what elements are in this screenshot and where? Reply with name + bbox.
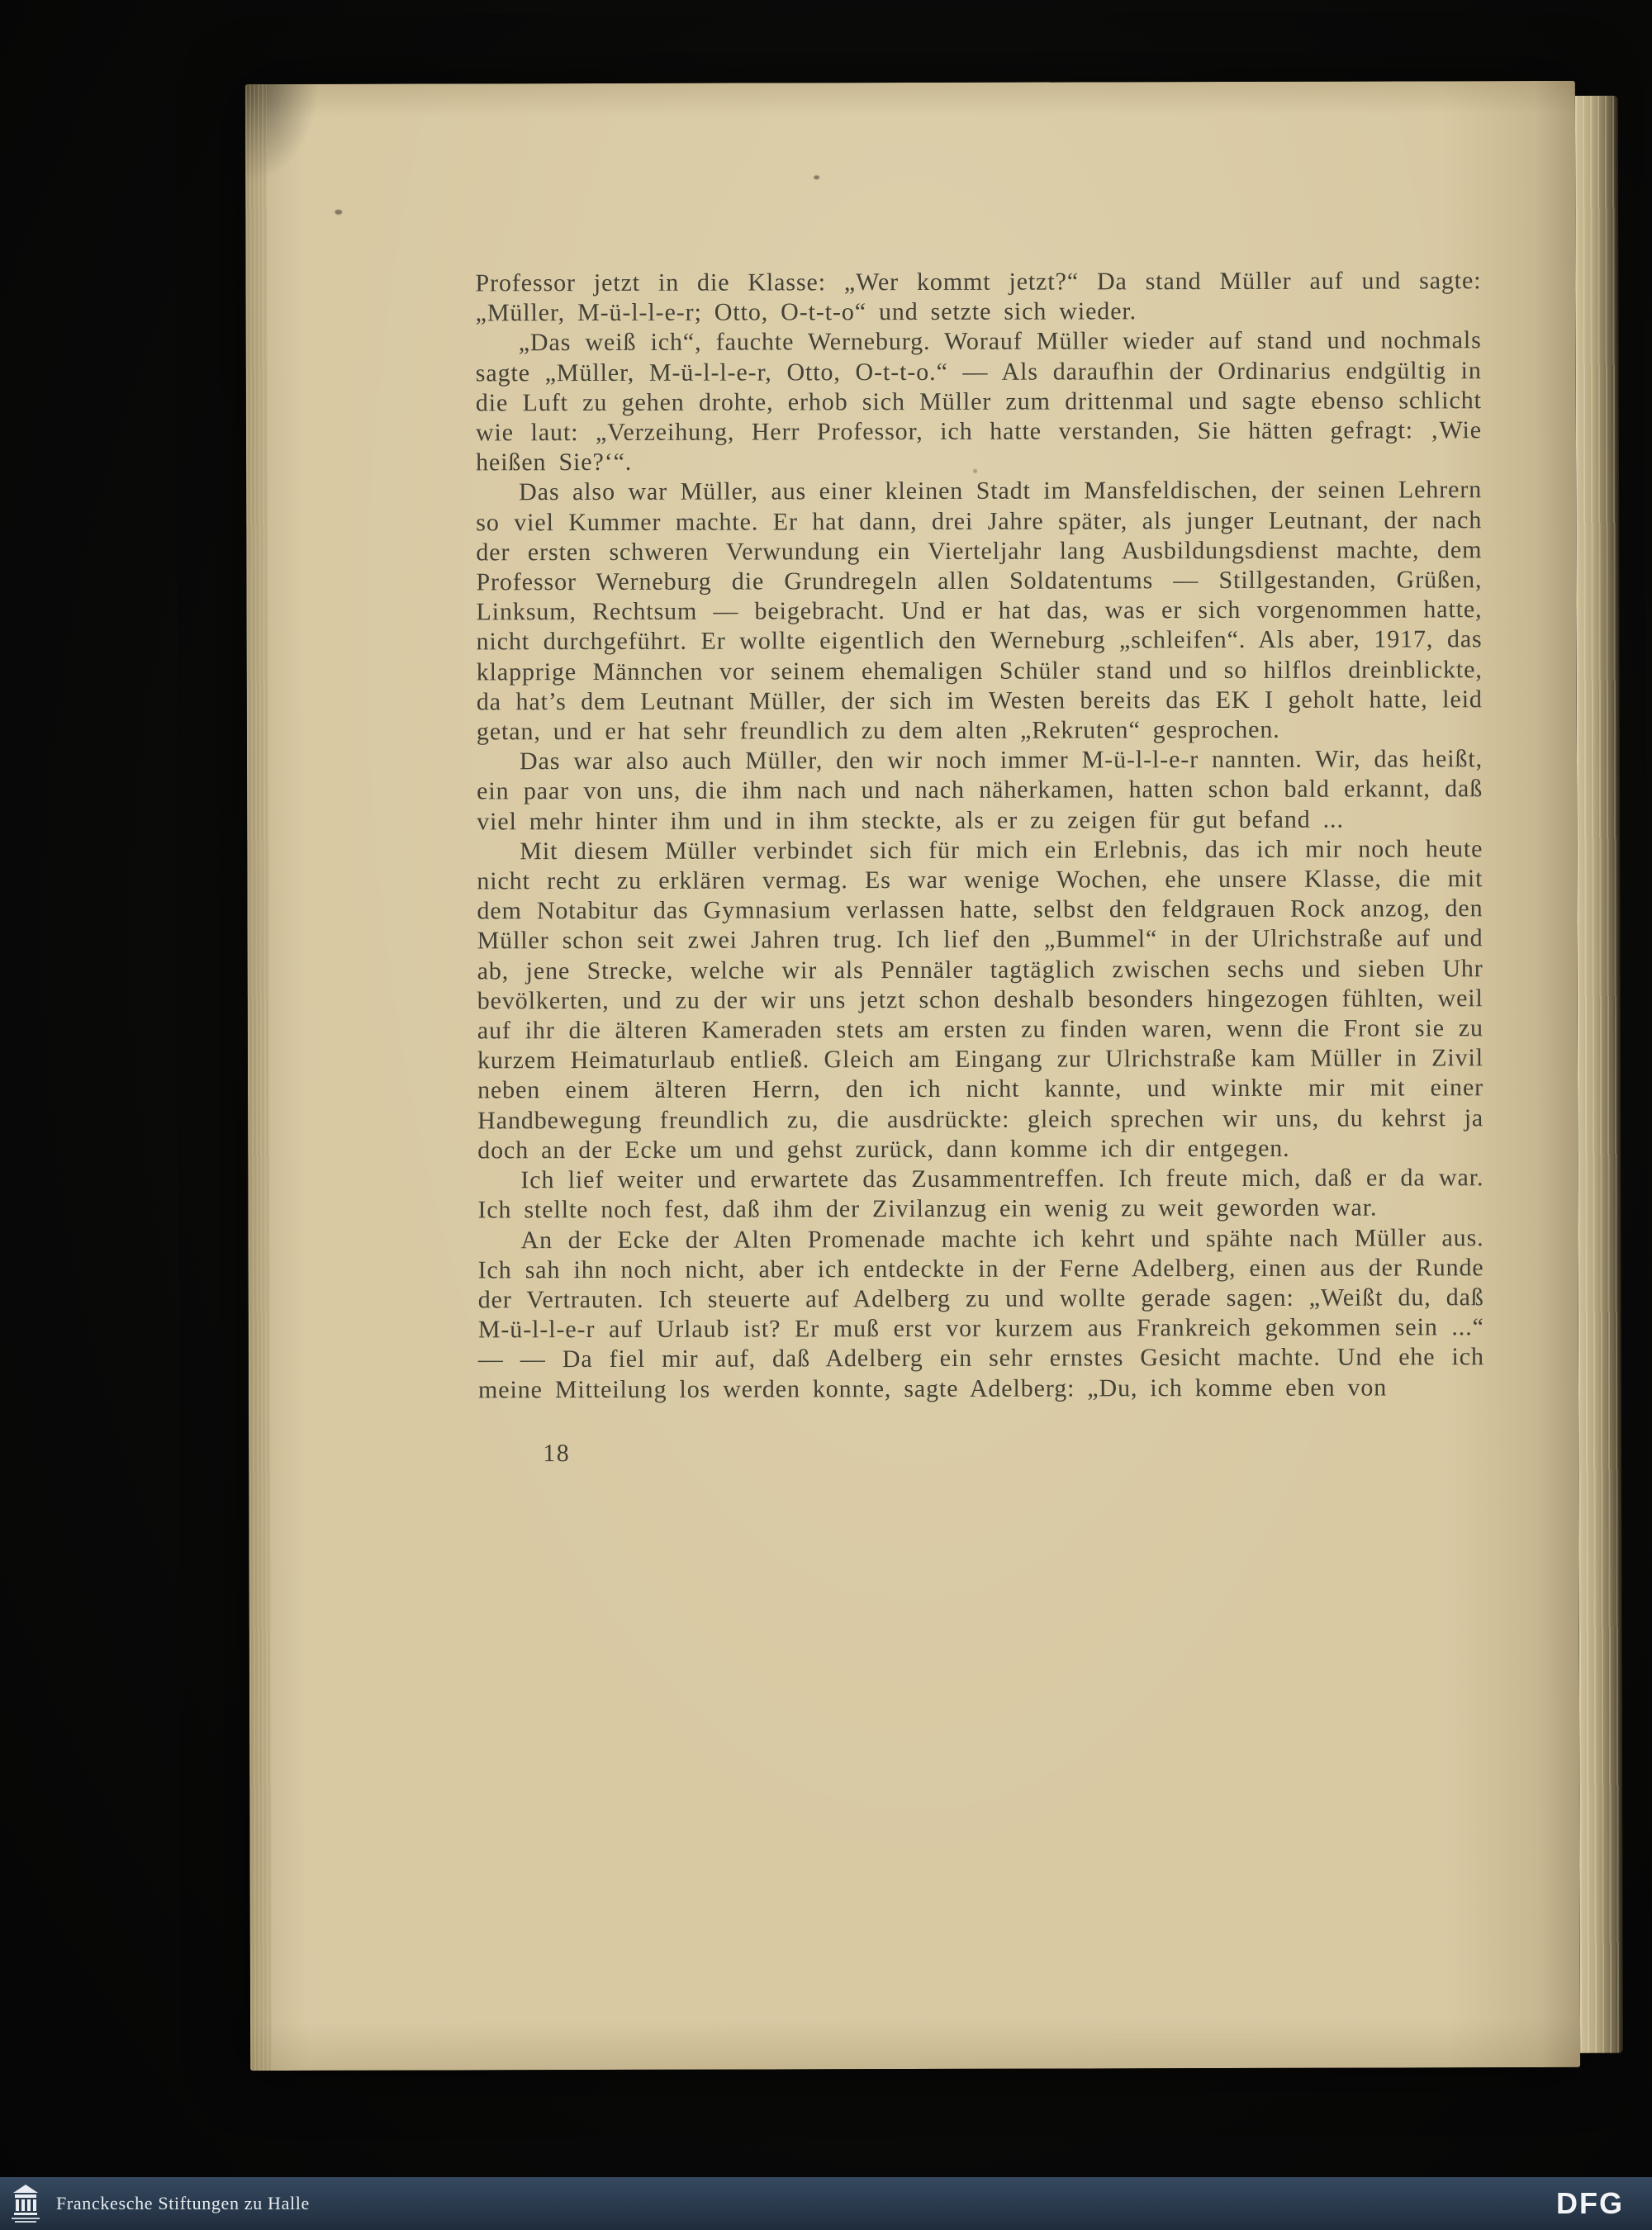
- paragraph: Professor jetzt in die Klasse: „Wer kommt jetzt?“ Da stand Müller auf und sagte: „Müller, M-ü-l-l-e-r; Otto, O-t-t-o“ und setzte sich wieder.: [475, 267, 1482, 327]
- footer-bar: [0, 2177, 1652, 2230]
- paragraph: Mit diesem Müller verbindet sich für mich ein Erlebnis, das ich mir noch heute nicht recht zu erklären vermag. Es war wenige Wochen, ehe unsere Klasse, die mit dem Notabitur das Gymnasium verlassen hatte, selbst den feldgrauen Rock anzog, den Müller schon seit zwei Jahren trug. Ich lief den „Bummel“ in der Ulrichstraße auf und ab, jene Strecke, welche wir als Pennäler tagtäglich zwischen sechs und sieben Uhr bevölkerten, und zu der wir uns jetzt schon deshalb besonders hingezogen fühlten, weil auf ihr die älteren Kameraden stets am ersten zu finden waren, wenn die Front sie zu kurzem Heimaturlaub entließ. Gleich am Eingang zur Ulrichstraße kam Müller in Zivil neben einem älteren Herrn, den ich nicht kannte, und winkte mir mit einer Handbewegung freundlich zu, die ausdrückte: gleich sprechen wir uns, du kehrst ja doch an der Ecke um und gehst zurück, dann komme ich dir entgegen.: [477, 835, 1484, 1165]
- paragraph: Ich lief weiter und erwartete das Zusammentreffen. Ich freute mich, daß er da war. Ich stellte noch fest, daß ihm der Zivilanzug ein wenig zu weit geworden war.: [477, 1164, 1484, 1224]
- franckesche-stiftungen-logo: [8, 2183, 43, 2224]
- dfg-logo: DFG: [1556, 2186, 1624, 2220]
- dust-speck: [335, 210, 342, 215]
- footer-institution: [0, 2183, 310, 2224]
- page-number: 18: [543, 1439, 571, 1467]
- paragraph: Das war also auch Müller, den wir noch immer M-ü-l-l-e-r nannten. Wir, das heißt, ein paar von uns, die ihm nach und nach näherkamen, hatten schon bald erkannt, daß viel mehr hinter ihm und in ihm steckte, als er zu zeigen für gut befand ...: [477, 745, 1483, 836]
- paragraph: „Das weiß ich“, fauchte Werneburg. Worauf Müller wieder auf stand und nochmals sagte „Müller, M-ü-l-l-e-r, Otto, O-t-t-o.“ — Als daraufhin der Ordinarius endgültig in die Luft zu gehen drohte, erhob sich Müller zum drittenmal und sagte ebenso schlicht wie laut: „Verzeihung, Herr Professor, ich hatte verstanden, Sie hätten gefragt: ‚Wie heißen Sie?‘“.: [475, 326, 1482, 477]
- stacked-page-edges: [1575, 96, 1623, 2053]
- page-text: [475, 266, 1484, 1468]
- book-scan: [245, 81, 1580, 2071]
- dust-speck: [814, 175, 819, 179]
- paragraph: An der Ecke der Alten Promenade machte ich kehrt und spähte nach Müller aus. Ich sah ihn noch nicht, aber ich entdeckte in der Ferne Adelberg, einen aus der Runde der Vertrauten. Ich steuerte auf Adelberg zu und wollte gerade sagen: „Weißt du, daß M-ü-l-l-e-r auf Urlaub ist? Er muß erst vor kurzem aus Frankreich gekommen sein ...“ — — Da fiel mir auf, daß Adelberg ein sehr ernstes Gesicht machte. Und ehe ich meine Mitteilung los werden konnte, sagte Adelberg: „Du, ich komme eben von: [477, 1223, 1484, 1403]
- page-gutter-edges: [245, 84, 272, 2071]
- paragraph: Das also war Müller, aus einer kleinen Stadt im Mansfeldischen, der seinen Lehrern so viel Kummer machte. Er hat dann, drei Jahre später, als junger Leutnant, der nach der ersten schweren Verwundung ein Vierteljahr lang Ausbildungsdienst machte, dem Professor Werneburg die Grundregeln allen Soldatentums — Stillgestanden, Grüßen, Linksum, Rechtsum — beigebracht. Und er hat das, was er sich vorgenommen hatte, nicht durchgeführt. Er wollte eigentlich den Werneburg „schleifen“. Als aber, 1917, das klapprige Männchen vor seinem ehemaligen Schüler stand und so hilflos dreinblickte, da hat’s dem Leutnant Müller, der sich im Westen bereits das EK I geholt hatte, leid getan, und er hat sehr freundlich zu dem alten „Rekruten“ gesprochen.: [476, 476, 1483, 746]
- book-page: [245, 81, 1580, 2071]
- footer-institution-label: Franckesche Stiftungen zu Halle: [56, 2193, 310, 2213]
